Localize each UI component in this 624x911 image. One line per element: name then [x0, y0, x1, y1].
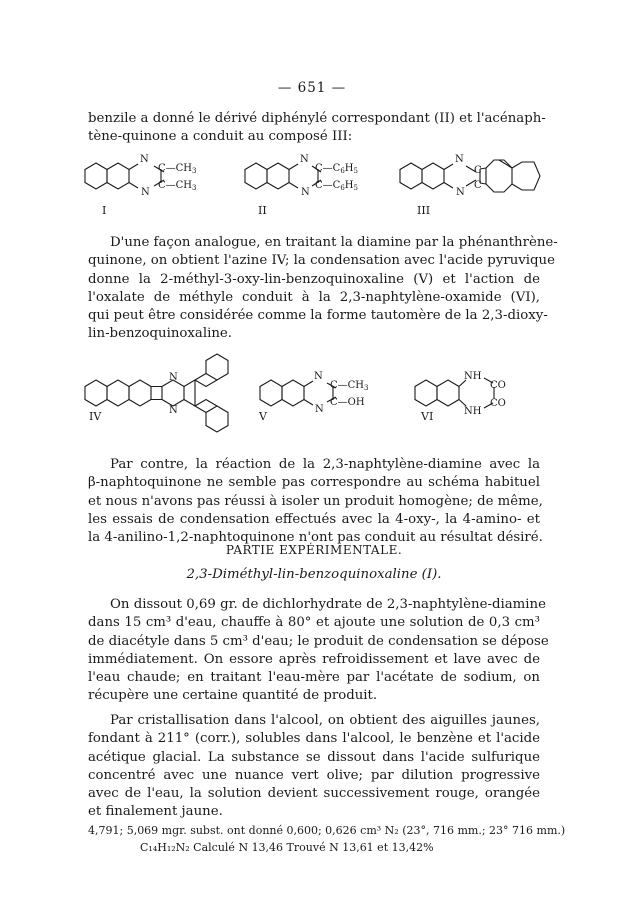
text-line: et nous n'avons pas réussi à isoler un produit homogène; de même, [88, 493, 543, 509]
compound-label: I [102, 204, 107, 217]
text-line: la 4-anilino-1,2-naphtoquinone n'ont pas conduit au résultat désiré. [88, 530, 543, 546]
compound-label: II [258, 204, 267, 217]
text-line: concentré avec une nuance vert olive; par dilution progressive [88, 767, 540, 783]
section-title: PARTIE EXPÉRIMENTALE. [225, 543, 403, 557]
compound-label: IV [89, 410, 102, 423]
atom-label: C [474, 165, 482, 176]
atom-N: N [314, 371, 323, 382]
text-line: l'eau chaude; en traitant l'eau-mère par l'acétate de sodium, on [88, 670, 540, 686]
text-line: D'une façon analogue, en traitant la diamine par la phénanthrène- [110, 235, 558, 250]
text-line: immédiatement. On essore après refroidissement et lave avec de [88, 651, 540, 667]
analysis-line-1: 4,791; 5,069 mgr. subst. ont donné 0,600; 0,626 cm³ N₂ (23°, 716 mm.; 23° 716 mm.) [88, 824, 566, 837]
text-line: Par contre, la réaction de la 2,3-naphtylène-diamine avec la [110, 457, 540, 472]
atom-label: C—OH [330, 397, 365, 408]
text-line: qui peut être considérée comme la forme tautomère de la 2,3-dioxy- [88, 308, 548, 324]
atom-label: $C—C_6H_5$ [315, 180, 358, 192]
atom-N: N [301, 187, 310, 198]
text-line: les essais de condensation effectués avec la 4-oxy-, la 4-amino- et [88, 511, 540, 527]
atom-N: N [169, 405, 178, 416]
text-line: donne la 2-méthyl-3-oxy-lin-benzoquinoxaline (V) et l'action de [88, 271, 540, 287]
structure-VI [415, 378, 494, 408]
atom-N: N [300, 154, 309, 165]
paragraph-3 [88, 456, 543, 547]
text-line: quinone, on obtient l'azine IV; la condensation avec l'acide pyruvique [88, 253, 555, 269]
atom-label: $C—CH_3$ [158, 180, 197, 192]
atom-N: N [455, 154, 464, 165]
atom-N: N [315, 404, 324, 415]
text-line: récupère une certaine quantité de produit. [88, 688, 378, 704]
text-line: On dissout 0,69 gr. de dichlorhydrate de 2,3-naphtylène-diamine [110, 597, 546, 612]
text-line: de diacétyle dans 5 cm³ d'eau; le produit de condensation se dépose [88, 633, 549, 649]
text-line: l'oxalate de méthyle conduit à la 2,3-naphtylène-oxamide (VI), [88, 289, 540, 305]
text-line: β-naphtoquinone ne semble pas correspondre au schéma habituel [88, 475, 540, 491]
subsection-title: 2,3-Diméthyl-lin-benzoquinoxaline (I). [186, 567, 442, 582]
intro-paragraph [88, 110, 546, 147]
analysis-line-2: C₁₄H₁₂N₂ Calculé N 13,46 Trouvé N 13,61 et 13,42% [140, 841, 434, 854]
structure-III [400, 160, 540, 192]
atom-label: CO [490, 398, 506, 409]
atom-N: N [141, 187, 150, 198]
atom-label: $C—C_6H_5$ [315, 163, 358, 175]
text-line: tène-quinone a conduit au composé III: [88, 129, 353, 145]
page-number: — 651 — [277, 80, 347, 96]
structures-row-2 [0, 340, 624, 450]
atom-label: C [474, 180, 482, 191]
atom-label: CO [490, 380, 506, 391]
paragraph-2 [88, 234, 558, 344]
structure-V [260, 380, 336, 406]
text-line: Par cristallisation dans l'alcool, on obtient des aiguilles jaunes, [110, 713, 540, 728]
text-line: fondant à 211° (corr.), solubles dans l'alcool, le benzène et l'acide [88, 731, 540, 747]
atom-N: N [140, 154, 149, 165]
compound-label: III [417, 204, 431, 217]
compound-label: V [259, 410, 267, 423]
atom-label: NH [464, 406, 482, 417]
text-line: dans 15 cm³ d'eau, chauffe à 80° et ajoute une solution de 0,3 cm³ [88, 615, 540, 631]
atom-label: $C—CH_3$ [330, 380, 369, 392]
text-line: acétique glacial. La substance se dissout dans l'acide sulfurique [88, 749, 540, 765]
structures-row-1 [0, 148, 624, 222]
text-line: et finalement jaune. [88, 804, 223, 820]
compound-label: VI [421, 410, 434, 423]
atom-label: NH [464, 371, 482, 382]
text-line: benzile a donné le dérivé diphénylé correspondant (II) et l'acénaph- [88, 111, 546, 126]
structure-II [245, 163, 321, 189]
text-line: avec de l'eau, la solution devient successivement rouge, orangée [88, 786, 540, 802]
paragraph-5 [88, 712, 540, 822]
paragraph-4 [88, 596, 549, 706]
atom-N: N [169, 372, 178, 383]
atom-N: N [456, 187, 465, 198]
text-line: lin-benzoquinoxaline. [88, 326, 233, 342]
structure-I [85, 163, 164, 189]
atom-label: $C—CH_3$ [158, 163, 197, 175]
structure-IV [85, 354, 228, 432]
